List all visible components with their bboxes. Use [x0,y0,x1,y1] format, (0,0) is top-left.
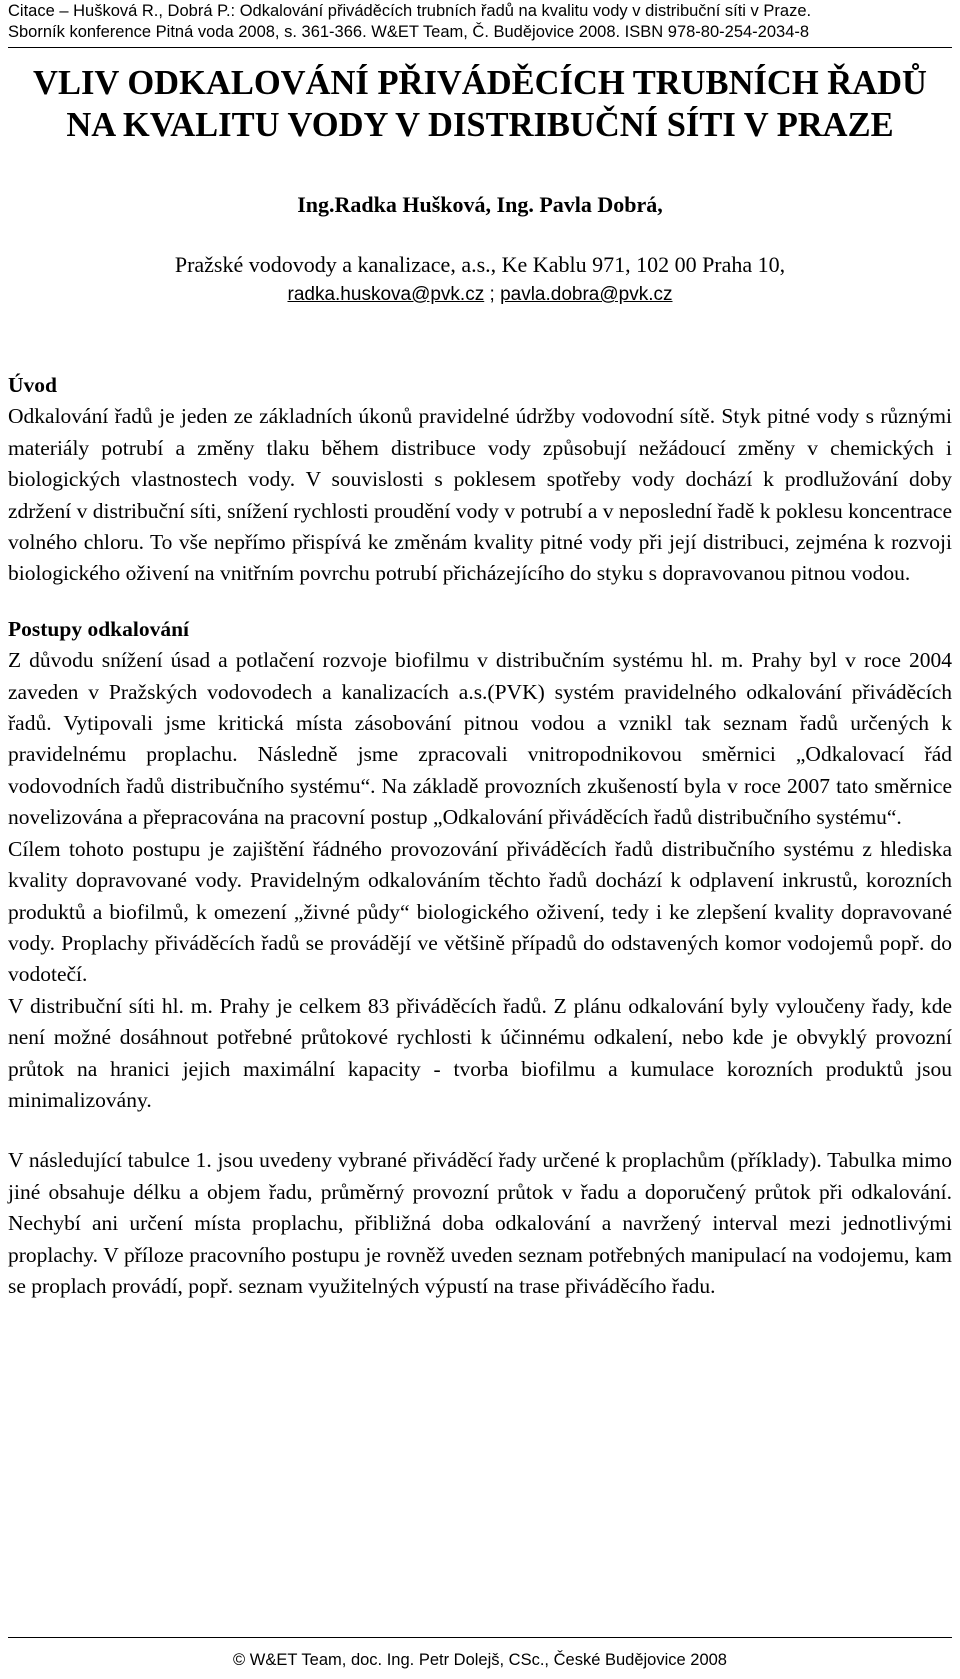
authors: Ing.Radka Hušková, Ing. Pavla Dobrá, [297,192,663,217]
paragraph-postupy-4: V následující tabulce 1. jsou uvedeny vybrané přiváděcí řady určené k proplachům (příklady). Tabulka mimo jiné obsahuje délku a objem řadu, průměrný provozní průtok v řadu a doporučený průtok při odkalování. Nechybí ani určení místa proplachu, přibližná doba odkalování a navržený interval mezi jednotlivými proplachy. V příloze pracovního postupu je rovněž uveden seznam potřebných manipulací na vodojemu, kam se proplach provádí, popř. seznam využitelných výpustí na trase přiváděcího řadu. [8,1148,952,1298]
email-link-huskova[interactable]: radka.huskova@pvk.cz [287,284,485,305]
author-emails [0,281,960,309]
paragraph-postupy-2: Cílem tohoto postupu je zajištění řádného provozování přiváděcích řadů distribučního systému z hlediska kvality dopravované vody. Pravidelným odkalováním těchto řadů dochází k odplavení inkrustů, korozních produktů a biofilmů, k omezení „živné půdy“ biologického oživení, tedy i ke zlepšení kvality dopravované vody. Proplachy přiváděcích řadů se provádějí ve většině případů do odstavených komor vodojemů popř. do vodotečí. [8,836,952,987]
paragraph-uvod: Odkalování řadů je jeden ze základních úkonů pravidelné údržby vodovodní sítě. Styk pitné vody s různými materiály potrubí a změny tlaku během distribuce vody způsobují nežádoucí změny v chemických i biologických vlastnostech vody. V souvislosti s poklesem spotřeby vody dochází k prodlužování doby zdržení v distribuční síti, snížení rychlosti proudění vody v potrubí a v neposlední řadě k poklesu koncentrace volného chloru. To vše nepřímo přispívá ke změnám kvality pitné vody při její distribuci, zejména k rozvoji biologického oživení na vnitřním povrchu potrubí přicházejícího do styku s dopravovanou pitnou vodou. [8,404,952,586]
section-heading-uvod: Úvod [8,373,57,397]
email-separator: ; [484,284,501,305]
paper-title [0,62,960,146]
paragraph-postupy-1: Z důvodu snížení úsad a potlačení rozvoje biofilmu v distribučním systému hl. m. Prahy byl v roce 2004 zaveden v Pražských vodovodech a kanalizacích a.s.(PVK) systém pravidelného odkalování přiváděcích řadů. Vytipovali jsme kritická místa zásobování pitnou vodou a vznikl tak seznam řadů určených k pravidelnému proplachu. Následně jsme zpracovali vnitropodnikovou směrnici „Odkalovací řád vodovodních řadů distribučního systému“. Na základě provozních zkušeností byla v roce 2007 tato směrnice novelizována a přepracována na pracovní postup „Odkalování přiváděcích řadů distribučního systému“. [8,648,952,830]
footer-copyright: © W&ET Team, doc. Ing. Petr Dolejš, CSc., České Budějovice 2008 [233,1651,727,1669]
title-line-2: NA KVALITU VODY V DISTRIBUČNÍ SÍTI V PRAZE [66,106,894,144]
section-heading-postupy: Postupy odkalování [8,616,190,641]
citation-header [8,1,952,48]
citation-line-1: Citace – Hušková R., Dobrá P.: Odkalování přiváděcích trubních řadů na kvalitu vody v distribuční síti v Praze. [8,2,812,20]
paragraph-postupy-3: V distribuční síti hl. m. Prahy je celkem 83 přiváděcích řadů. Z plánu odkalování byly vyloučeny řady, kde není možné dosáhnout potřebné průtokové rychlosti k účinnému odkalení, nebo kde je obvyklý provozní průtok na hranici jejich maximální kapacity - tvorba biofilmu a kumulace korozních produktů jsou minimalizovány. [8,993,952,1112]
citation-line-2: Sborník konference Pitná voda 2008, s. 361-366. W&ET Team, Č. Budějovice 2008. ISBN 978-80-254-2034-8 [8,23,810,41]
footer-divider [8,1637,952,1638]
affiliation: Pražské vodovody a kanalizace, a.s., Ke Kablu 971, 102 00 Praha 10, [174,252,786,277]
title-line-1: VLIV ODKALOVÁNÍ PŘIVÁDĚCÍCH TRUBNÍCH ŘADŮ [33,64,927,102]
email-link-dobra[interactable]: pavla.dobra@pvk.cz [500,284,673,305]
paper-body [8,370,952,1302]
